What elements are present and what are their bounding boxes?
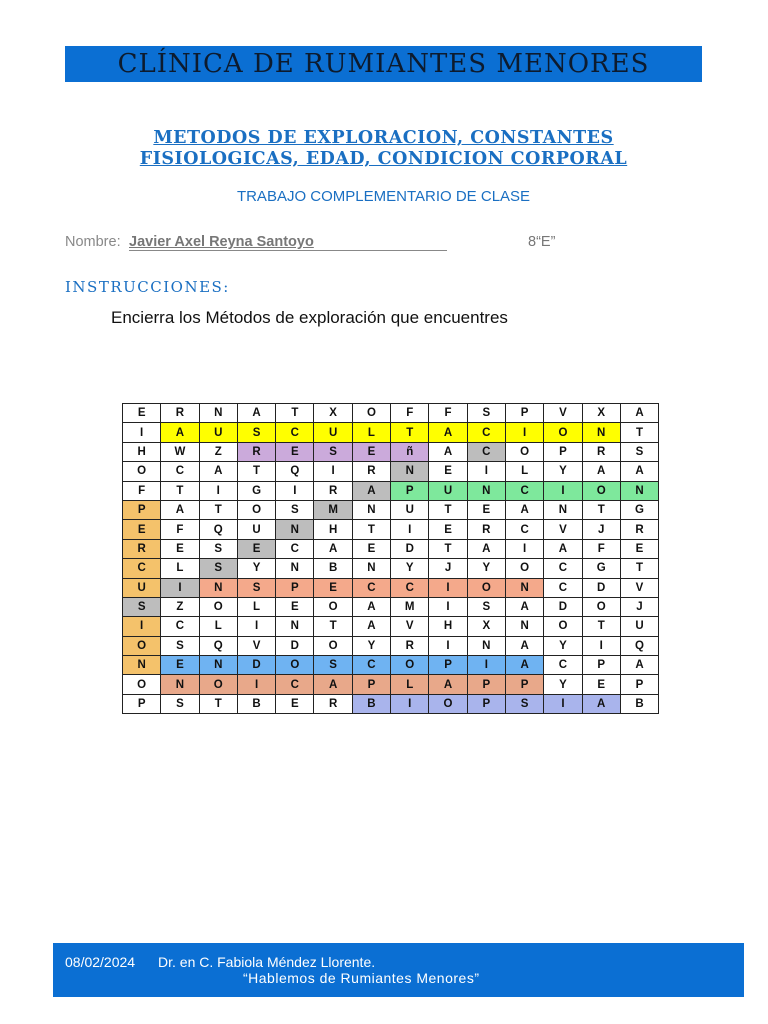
grid-cell: I: [582, 636, 620, 655]
grid-cell: S: [314, 442, 352, 461]
grid-cell: V: [391, 617, 429, 636]
grid-cell: C: [276, 539, 314, 558]
grid-cell: C: [123, 559, 161, 578]
grid-cell: N: [199, 404, 237, 423]
grid-cell: V: [237, 636, 275, 655]
grid-cell: I: [544, 694, 582, 713]
grid-cell: J: [620, 597, 658, 616]
grid-cell: A: [620, 404, 658, 423]
grid-cell: E: [161, 539, 199, 558]
grid-cell: P: [505, 675, 543, 694]
grid-cell: H: [123, 442, 161, 461]
grid-cell: N: [467, 481, 505, 500]
grid-cell: O: [314, 597, 352, 616]
header-bar: [65, 46, 702, 82]
grid-cell: Q: [276, 462, 314, 481]
grid-cell: T: [161, 481, 199, 500]
grid-cell: U: [199, 423, 237, 442]
grid-cell: H: [314, 520, 352, 539]
grid-cell: B: [352, 694, 390, 713]
grid-cell: N: [276, 617, 314, 636]
grid-cell: S: [161, 636, 199, 655]
grid-cell: S: [467, 597, 505, 616]
grid-cell: I: [123, 423, 161, 442]
grid-cell: R: [161, 404, 199, 423]
grid-cell: A: [314, 675, 352, 694]
grid-cell: P: [123, 500, 161, 519]
grid-cell: T: [237, 462, 275, 481]
grid-cell: O: [276, 656, 314, 675]
grid-cell: I: [199, 481, 237, 500]
grid-cell: N: [161, 675, 199, 694]
grid-cell: S: [237, 578, 275, 597]
document-title: [65, 128, 702, 170]
grid-cell: A: [352, 617, 390, 636]
grid-cell: O: [352, 404, 390, 423]
grid-cell: Y: [467, 559, 505, 578]
grid-cell: D: [391, 539, 429, 558]
document-subtitle: TRABAJO COMPLEMENTARIO DE CLASE: [236, 188, 531, 205]
grid-cell: V: [620, 578, 658, 597]
grid-cell: R: [314, 481, 352, 500]
clinic-title: CLÍNICA DE RUMIANTES MENORES: [117, 49, 650, 79]
grid-cell: C: [352, 656, 390, 675]
grid-row: [123, 578, 659, 597]
grid-cell: U: [620, 617, 658, 636]
grid-cell: I: [391, 520, 429, 539]
grid-cell: U: [123, 578, 161, 597]
grid-cell: A: [582, 694, 620, 713]
grid-cell: F: [582, 539, 620, 558]
grid-cell: E: [123, 404, 161, 423]
grid-cell: T: [391, 423, 429, 442]
grid-row: [123, 462, 659, 481]
grid-row: [123, 559, 659, 578]
grid-cell: T: [620, 423, 658, 442]
grid-cell: T: [429, 500, 467, 519]
footer-date: 08/02/2024: [65, 954, 136, 970]
grid-cell: E: [429, 520, 467, 539]
grid-cell: N: [467, 636, 505, 655]
grid-cell: O: [505, 442, 543, 461]
grid-cell: S: [467, 404, 505, 423]
grid-cell: N: [505, 617, 543, 636]
grid-cell: G: [582, 559, 620, 578]
grid-cell: N: [276, 559, 314, 578]
grid-cell: A: [620, 462, 658, 481]
grid-cell: O: [199, 597, 237, 616]
grid-cell: P: [276, 578, 314, 597]
grid-row: [123, 442, 659, 461]
grid-cell: T: [276, 404, 314, 423]
grid-cell: Q: [199, 636, 237, 655]
grid-cell: O: [544, 423, 582, 442]
grid-cell: E: [276, 597, 314, 616]
grid-cell: A: [505, 656, 543, 675]
grid-cell: A: [352, 597, 390, 616]
grid-cell: I: [505, 423, 543, 442]
grid-cell: I: [161, 578, 199, 597]
grid-cell: ñ: [391, 442, 429, 461]
grid-cell: O: [582, 597, 620, 616]
grid-cell: C: [544, 656, 582, 675]
grid-cell: F: [161, 520, 199, 539]
grid-cell: N: [352, 500, 390, 519]
grid-cell: L: [199, 617, 237, 636]
grid-cell: T: [582, 617, 620, 636]
grid-cell: Z: [161, 597, 199, 616]
grid-row: [123, 675, 659, 694]
grid-cell: C: [391, 578, 429, 597]
grid-cell: R: [467, 520, 505, 539]
grid-cell: A: [467, 539, 505, 558]
grid-cell: I: [123, 617, 161, 636]
grid-cell: P: [467, 675, 505, 694]
grid-cell: Z: [199, 442, 237, 461]
grid-cell: E: [582, 675, 620, 694]
grid-cell: O: [314, 636, 352, 655]
grid-cell: Y: [352, 636, 390, 655]
grid-cell: L: [505, 462, 543, 481]
grid-cell: I: [237, 675, 275, 694]
grid-cell: E: [467, 500, 505, 519]
grid-cell: N: [544, 500, 582, 519]
grid-cell: N: [352, 559, 390, 578]
grid-cell: A: [314, 539, 352, 558]
grid-cell: N: [276, 520, 314, 539]
grid-cell: Y: [544, 675, 582, 694]
grid-cell: E: [276, 442, 314, 461]
grid-cell: A: [237, 404, 275, 423]
grid-cell: A: [161, 423, 199, 442]
grid-cell: H: [429, 617, 467, 636]
grid-cell: X: [467, 617, 505, 636]
grid-cell: C: [544, 578, 582, 597]
grid-row: [123, 694, 659, 713]
footer-slogan: “Hablemos de Rumiantes Menores”: [243, 970, 480, 986]
grid-cell: O: [391, 656, 429, 675]
grid-cell: O: [123, 462, 161, 481]
grid-cell: F: [123, 481, 161, 500]
grid-cell: A: [505, 597, 543, 616]
grid-cell: C: [505, 520, 543, 539]
grid-cell: S: [276, 500, 314, 519]
grid-row: [123, 539, 659, 558]
footer-bar: [53, 943, 744, 997]
grid-cell: Y: [544, 462, 582, 481]
grid-cell: A: [620, 656, 658, 675]
grid-cell: S: [314, 656, 352, 675]
grid-cell: L: [391, 675, 429, 694]
grid-cell: A: [199, 462, 237, 481]
grid-cell: S: [620, 442, 658, 461]
grid-cell: C: [467, 442, 505, 461]
grid-cell: M: [314, 500, 352, 519]
grid-cell: O: [544, 617, 582, 636]
grid-cell: E: [123, 520, 161, 539]
grid-cell: O: [429, 694, 467, 713]
grid-cell: I: [544, 481, 582, 500]
grid-cell: I: [467, 656, 505, 675]
grid-cell: C: [467, 423, 505, 442]
grid-row: [123, 423, 659, 442]
grid-row: [123, 500, 659, 519]
grid-cell: B: [314, 559, 352, 578]
grid-cell: P: [505, 404, 543, 423]
grid-cell: V: [544, 404, 582, 423]
grid-cell: S: [123, 597, 161, 616]
grid-cell: T: [199, 500, 237, 519]
grid-cell: R: [391, 636, 429, 655]
grid-cell: R: [582, 442, 620, 461]
grid-cell: L: [352, 423, 390, 442]
grid-cell: S: [237, 423, 275, 442]
word-search-grid: [122, 403, 659, 714]
grid-cell: N: [199, 578, 237, 597]
grid-cell: A: [352, 481, 390, 500]
grid-cell: R: [237, 442, 275, 461]
grid-cell: Q: [199, 520, 237, 539]
grid-cell: Y: [237, 559, 275, 578]
grid-cell: N: [620, 481, 658, 500]
grid-cell: T: [199, 694, 237, 713]
grid-cell: T: [582, 500, 620, 519]
grid-cell: C: [161, 617, 199, 636]
grid-cell: E: [620, 539, 658, 558]
grid-cell: G: [237, 481, 275, 500]
grid-cell: D: [582, 578, 620, 597]
grid-cell: C: [161, 462, 199, 481]
grid-cell: P: [467, 694, 505, 713]
instructions-heading: INSTRUCCIONES:: [65, 278, 230, 296]
grid-cell: T: [314, 617, 352, 636]
grid-cell: D: [237, 656, 275, 675]
grid-cell: N: [391, 462, 429, 481]
name-label: Nombre:: [65, 234, 121, 250]
grid-cell: M: [391, 597, 429, 616]
document-title-line2: FISIOLOGICAS, EDAD, CONDICION CORPORAL: [139, 149, 628, 169]
grid-cell: E: [352, 442, 390, 461]
grid-cell: J: [429, 559, 467, 578]
grid-cell: Y: [391, 559, 429, 578]
grid-row: [123, 404, 659, 423]
name-value: Javier Axel Reyna Santoyo: [129, 234, 447, 251]
grid-cell: R: [123, 539, 161, 558]
grid-cell: A: [429, 423, 467, 442]
grid-cell: A: [161, 500, 199, 519]
grid-cell: P: [123, 694, 161, 713]
grid-cell: U: [429, 481, 467, 500]
grid-cell: N: [505, 578, 543, 597]
grid-cell: Q: [620, 636, 658, 655]
grid-cell: E: [352, 539, 390, 558]
grid-cell: N: [582, 423, 620, 442]
grid-cell: R: [620, 520, 658, 539]
grid-cell: I: [429, 578, 467, 597]
grid-cell: I: [429, 597, 467, 616]
grid-cell: E: [237, 539, 275, 558]
group-label: 8“E”: [528, 234, 556, 250]
grid-cell: A: [429, 442, 467, 461]
grid-cell: I: [505, 539, 543, 558]
grid-cell: A: [582, 462, 620, 481]
grid-cell: E: [429, 462, 467, 481]
grid-cell: O: [123, 675, 161, 694]
grid-cell: I: [467, 462, 505, 481]
grid-cell: F: [391, 404, 429, 423]
grid-cell: A: [505, 636, 543, 655]
grid-cell: S: [161, 694, 199, 713]
grid-cell: P: [544, 442, 582, 461]
grid-row: [123, 520, 659, 539]
grid-cell: U: [314, 423, 352, 442]
grid-cell: P: [352, 675, 390, 694]
grid-cell: Y: [544, 636, 582, 655]
grid-cell: O: [467, 578, 505, 597]
grid-cell: E: [161, 656, 199, 675]
grid-cell: I: [314, 462, 352, 481]
grid-row: [123, 636, 659, 655]
grid-cell: P: [620, 675, 658, 694]
grid-cell: G: [620, 500, 658, 519]
grid-cell: D: [544, 597, 582, 616]
grid-cell: X: [314, 404, 352, 423]
grid-cell: I: [391, 694, 429, 713]
grid-cell: R: [314, 694, 352, 713]
grid-cell: C: [505, 481, 543, 500]
grid-cell: L: [237, 597, 275, 616]
grid-cell: O: [582, 481, 620, 500]
grid-cell: A: [544, 539, 582, 558]
instructions-text: Encierra los Métodos de exploración que encuentres: [111, 308, 508, 327]
grid-cell: C: [276, 423, 314, 442]
grid-cell: E: [314, 578, 352, 597]
grid-cell: I: [429, 636, 467, 655]
grid-row: [123, 617, 659, 636]
student-info-row: [65, 234, 702, 254]
grid-cell: W: [161, 442, 199, 461]
grid-cell: D: [276, 636, 314, 655]
grid-cell: S: [199, 539, 237, 558]
grid-cell: C: [352, 578, 390, 597]
grid-cell: O: [123, 636, 161, 655]
grid-cell: A: [429, 675, 467, 694]
grid-cell: C: [276, 675, 314, 694]
grid-cell: P: [391, 481, 429, 500]
grid-cell: F: [429, 404, 467, 423]
grid-cell: U: [391, 500, 429, 519]
grid-row: [123, 481, 659, 500]
grid-cell: E: [276, 694, 314, 713]
grid-cell: B: [620, 694, 658, 713]
grid-cell: O: [199, 675, 237, 694]
document-title-line1: METODOS DE EXPLORACION, CONSTANTES: [153, 128, 614, 148]
grid-cell: R: [352, 462, 390, 481]
grid-cell: L: [161, 559, 199, 578]
grid-cell: P: [429, 656, 467, 675]
grid-row: [123, 597, 659, 616]
grid-cell: O: [237, 500, 275, 519]
grid-row: [123, 656, 659, 675]
grid-cell: S: [505, 694, 543, 713]
grid-cell: A: [505, 500, 543, 519]
grid-cell: U: [237, 520, 275, 539]
grid-cell: C: [544, 559, 582, 578]
grid-cell: X: [582, 404, 620, 423]
grid-cell: S: [199, 559, 237, 578]
grid-cell: P: [582, 656, 620, 675]
grid-cell: B: [237, 694, 275, 713]
grid-cell: N: [199, 656, 237, 675]
grid-cell: T: [620, 559, 658, 578]
grid-cell: O: [505, 559, 543, 578]
grid-cell: T: [352, 520, 390, 539]
grid-cell: J: [582, 520, 620, 539]
footer-author: Dr. en C. Fabiola Méndez Llorente.: [158, 954, 376, 970]
grid-cell: I: [276, 481, 314, 500]
grid-cell: T: [429, 539, 467, 558]
grid-cell: I: [237, 617, 275, 636]
grid-cell: V: [544, 520, 582, 539]
grid-cell: N: [123, 656, 161, 675]
